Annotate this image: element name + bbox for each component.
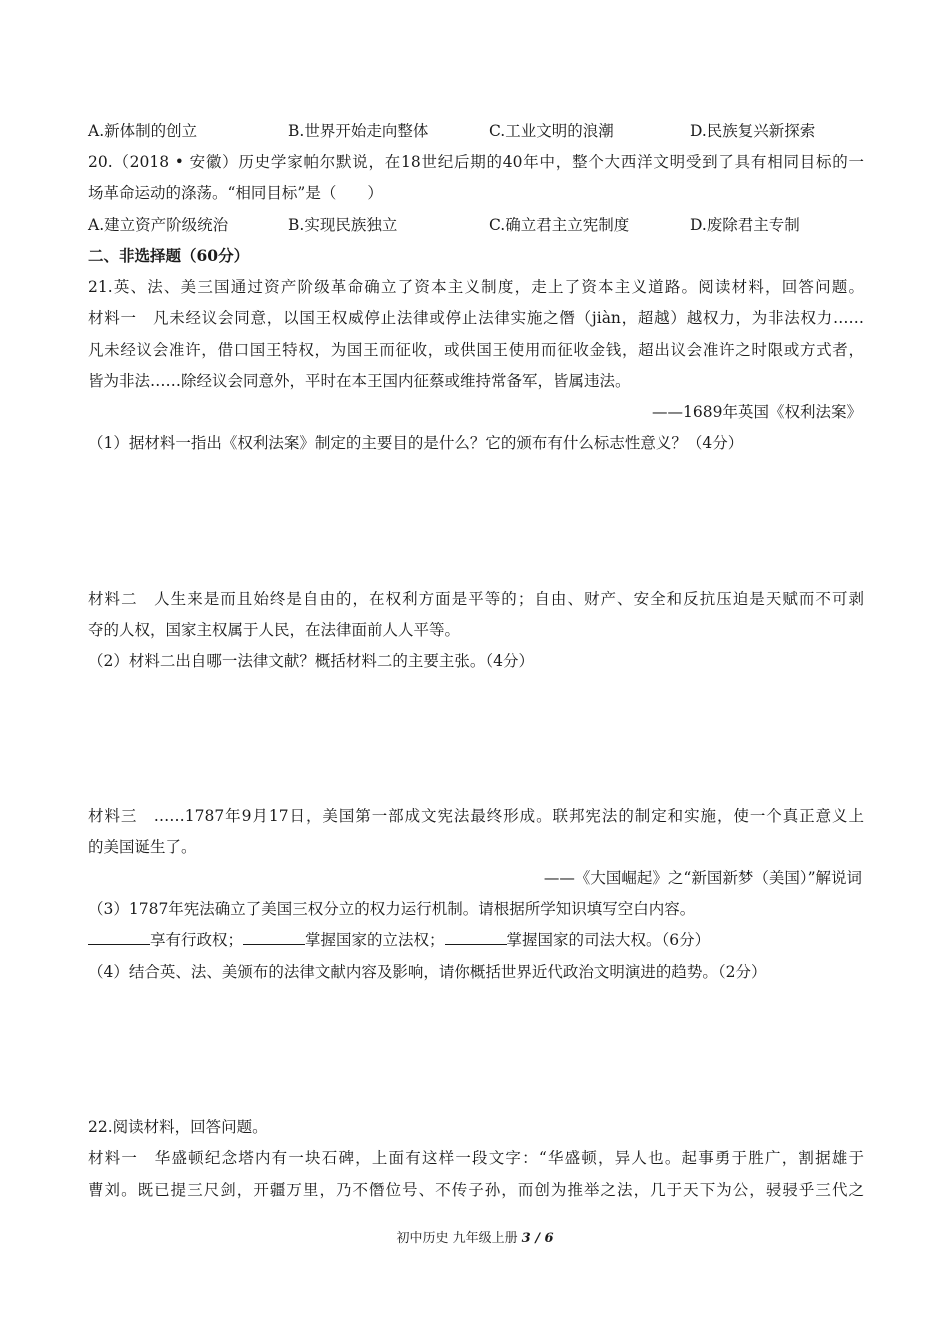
q22-material1-line1: 材料一 华盛顿纪念塔内有一块石碑，上面有这样一段文字：“华盛顿，异人也。起事勇于胜广，割据雄于 xyxy=(88,1149,864,1167)
fill-text-1: 享有行政权； xyxy=(150,931,244,949)
answer-blank[interactable] xyxy=(243,930,305,945)
q21-material1-line1: 材料一 凡未经议会同意，以国王权威停止法律或停止法律实施之僭（jiàn，超越）越权力，为非法权力…… xyxy=(88,309,864,327)
q20-option-b: B.实现民族独立 xyxy=(288,216,398,234)
q21-material1-line2: 凡未经议会准许，借口国王特权，为国王而征收，或供国王使用而征收金钱，超出议会准许之时限或方式者， xyxy=(88,341,864,359)
q22-material1-line2: 曹刘。既已提三尺剑，开疆万里，乃不僭位号、不传子孙，而创为推举之法，几于天下为公，骎骎乎三代之 xyxy=(88,1181,864,1199)
q21-material1-source: ——1689年英国《权利法案》 xyxy=(652,403,862,421)
q21-subquestion-2: （2）材料二出自哪一法律文献？概括材料二的主要主张。（4分） xyxy=(88,652,534,670)
q19-option-d: D.民族复兴新探索 xyxy=(690,122,816,140)
page-number: 3 / 6 xyxy=(521,1231,554,1246)
q19-option-a: A.新体制的创立 xyxy=(88,122,198,140)
q21-intro: 21.英、法、美三国通过资产阶级革命确立了资本主义制度，走上了资本主义道路。阅读材料，回答问题。 xyxy=(88,278,864,296)
q22-intro: 22.阅读材料，回答问题。 xyxy=(88,1118,268,1136)
q21-material3-source: ——《大国崛起》之“新国新梦（美国）”解说词 xyxy=(543,869,862,887)
q20-option-d: D.废除君主专制 xyxy=(690,216,800,234)
q19-option-c: C.工业文明的浪潮 xyxy=(489,122,614,140)
q21-subquestion-3: （3）1787年宪法确立了美国三权分立的权力运行机制。请根据所学知识填写空白内容。 xyxy=(88,900,696,918)
q21-material3-line1: 材料三 ……1787年9月17日，美国第一部成文宪法最终形成。联邦宪法的制定和实施，使一个真正意义上 xyxy=(88,807,864,825)
page-footer xyxy=(0,1230,950,1248)
q20-option-a: A.建立资产阶级统治 xyxy=(88,216,229,234)
q21-subquestion-1: （1）据材料一指出《权利法案》制定的主要目的是什么？它的颁布有什么标志性意义？（4分） xyxy=(88,434,744,452)
fill-text-3: 掌握国家的司法大权。（6分） xyxy=(506,931,711,949)
footer-text: 初中历史 九年级上册 xyxy=(396,1231,518,1246)
q20-option-c: C.确立君主立宪制度 xyxy=(489,216,630,234)
q21-material1-line3: 皆为非法……除经议会同意外，平时在本王国内征蔡或维持常备军，皆属违法。 xyxy=(88,372,631,390)
section-heading: 二、非选择题（60分） xyxy=(88,246,250,265)
q20-stem-line2: 场革命运动的涤荡。“相同目标”是（ ） xyxy=(88,184,383,202)
q21-subquestion-4: （4）结合英、法、美颁布的法律文献内容及影响，请你概括世界近代政治文明演进的趋势。（2分） xyxy=(88,963,767,981)
q20-stem-line1: 20.（2018 • 安徽）历史学家帕尔默说，在18世纪后期的40年中，整个大西洋文明受到了具有相同目标的一 xyxy=(88,153,864,171)
q19-option-b: B.世界开始走向整体 xyxy=(288,122,429,140)
q21-material2-line2: 夺的人权，国家主权属于人民，在法律面前人人平等。 xyxy=(88,621,461,639)
q21-material2-line1: 材料二 人生来是而且始终是自由的，在权利方面是平等的；自由、财产、安全和反抗压迫是天赋而不可剥 xyxy=(88,590,864,608)
q21-material3-line2: 的美国诞生了。 xyxy=(88,838,197,856)
fill-text-2: 掌握国家的立法权； xyxy=(305,931,445,949)
answer-blank[interactable] xyxy=(445,930,507,945)
answer-blank[interactable] xyxy=(88,930,150,945)
q21-fill-in-line xyxy=(88,930,710,950)
